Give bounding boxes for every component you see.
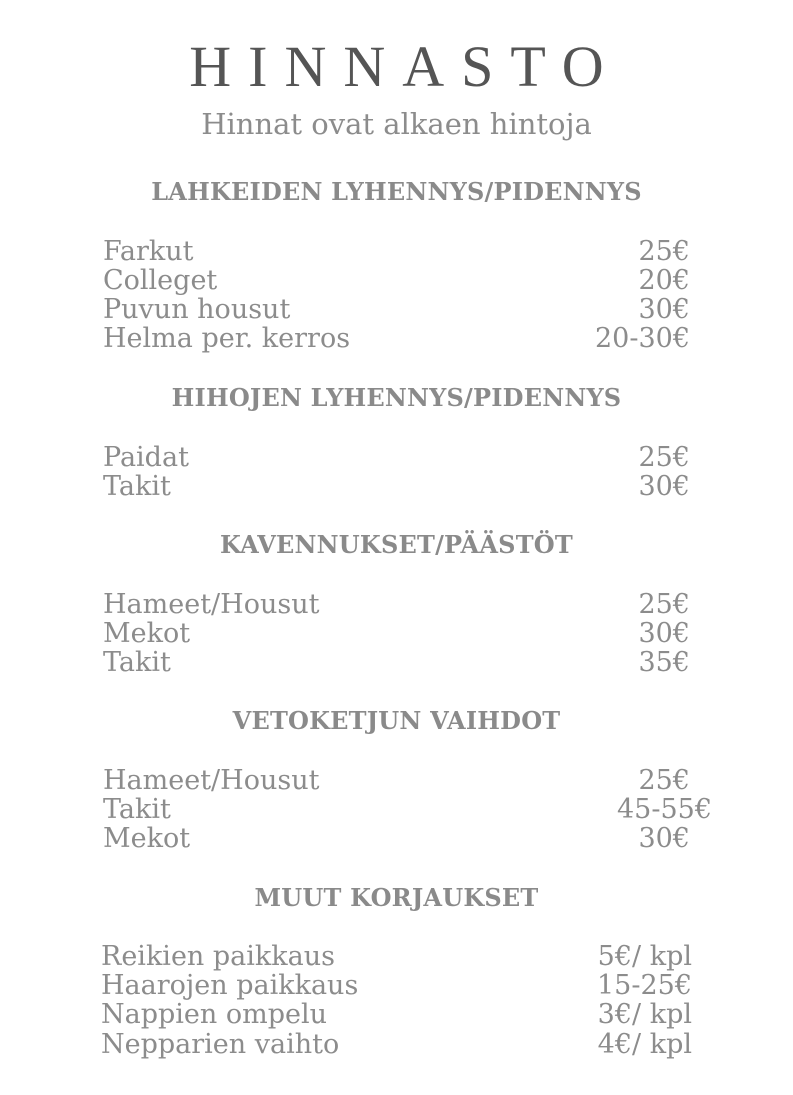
item-label: Colleget bbox=[103, 265, 218, 296]
item-label: Takit bbox=[103, 794, 171, 825]
item-price: 30€ bbox=[638, 471, 690, 502]
item-label: Puvun housut bbox=[103, 294, 291, 325]
item-price: 4€/ kpl bbox=[597, 1029, 692, 1060]
price-row bbox=[103, 824, 690, 854]
price-row bbox=[103, 619, 690, 649]
item-label: Haarojen paikkaus bbox=[101, 970, 359, 1001]
section-title-vetoketjun: VETOKETJUN VAIHDOT bbox=[232, 706, 561, 735]
item-label: Helma per. kerros bbox=[103, 323, 351, 354]
price-row bbox=[101, 1030, 692, 1060]
item-price: 25€ bbox=[638, 236, 690, 267]
price-row bbox=[103, 648, 690, 678]
price-row bbox=[103, 472, 690, 502]
item-price: 30€ bbox=[638, 294, 690, 325]
item-price: 20-30€ bbox=[594, 323, 690, 354]
item-label: Nepparien vaihto bbox=[101, 1029, 340, 1060]
price-row bbox=[101, 942, 692, 972]
section-title-muut: MUUT KORJAUKSET bbox=[254, 883, 539, 912]
price-row bbox=[103, 766, 690, 796]
item-price: 5€/ kpl bbox=[597, 941, 692, 972]
item-price: 25€ bbox=[638, 589, 690, 620]
section-title-hihojen: HIHOJEN LYHENNYS/PIDENNYS bbox=[171, 383, 622, 412]
item-label: Mekot bbox=[103, 823, 191, 854]
price-row bbox=[103, 295, 690, 325]
page-title: HINNASTO bbox=[189, 34, 621, 99]
item-label: Hameet/Housut bbox=[103, 765, 320, 796]
item-price: 20€ bbox=[638, 265, 690, 296]
item-label: Hameet/Housut bbox=[103, 589, 320, 620]
section-title-lahkeiden: LAHKEIDEN LYHENNYS/PIDENNYS bbox=[151, 177, 642, 206]
price-row bbox=[101, 1000, 692, 1030]
item-label: Nappien ompelu bbox=[101, 999, 328, 1030]
item-label: Takit bbox=[103, 647, 171, 678]
price-row bbox=[103, 590, 690, 620]
price-row bbox=[103, 237, 690, 267]
item-label: Takit bbox=[103, 471, 171, 502]
page-subtitle: Hinnat ovat alkaen hintoja bbox=[201, 107, 592, 141]
item-price: 15-25€ bbox=[596, 970, 692, 1001]
item-price: 30€ bbox=[638, 823, 690, 854]
item-label: Mekot bbox=[103, 618, 191, 649]
item-label: Reikien paikkaus bbox=[101, 941, 335, 972]
item-price: 30€ bbox=[638, 618, 690, 649]
price-row bbox=[103, 443, 690, 473]
price-row bbox=[101, 971, 692, 1001]
item-label: Paidat bbox=[103, 442, 189, 473]
price-row bbox=[103, 324, 690, 354]
item-price: 45-55€ bbox=[616, 794, 712, 825]
item-price: 25€ bbox=[638, 442, 690, 473]
item-price: 3€/ kpl bbox=[597, 999, 692, 1030]
item-price: 35€ bbox=[638, 647, 690, 678]
item-label: Farkut bbox=[103, 236, 194, 267]
section-title-kavennukset: KAVENNUKSET/PÄÄSTÖT bbox=[220, 530, 573, 559]
price-row bbox=[103, 795, 712, 825]
item-price: 25€ bbox=[638, 765, 690, 796]
price-row bbox=[103, 266, 690, 296]
